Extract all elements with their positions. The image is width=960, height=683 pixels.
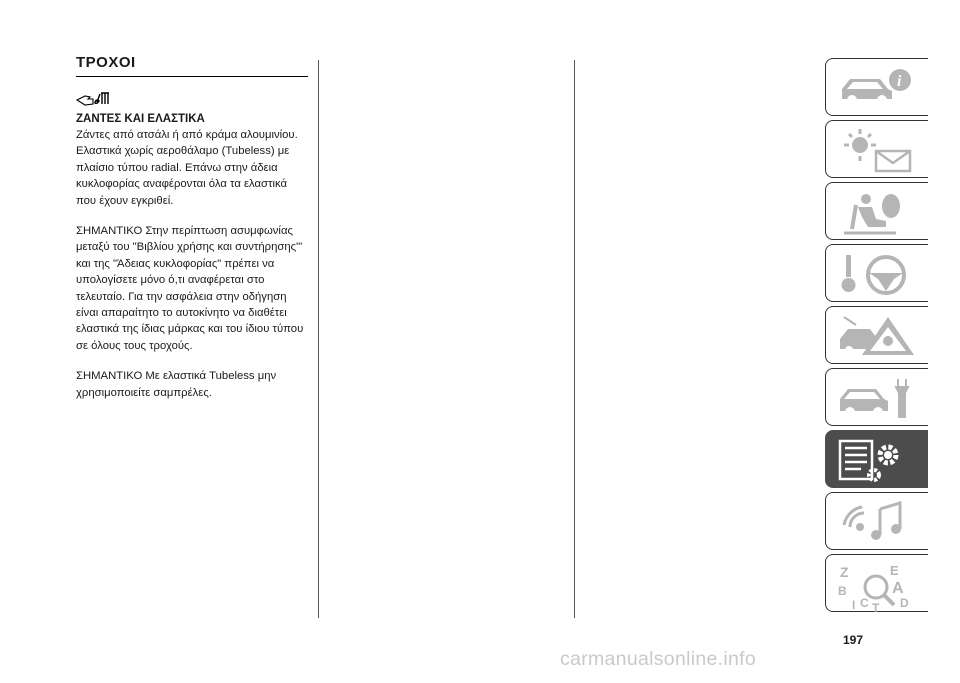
column-divider-left — [318, 60, 319, 618]
paragraph-1: Ζάντες από ατσάλι ή από κράμα αλουμινίου. Ελαστικά χωρίς αεροθάλαμο (Tubeless) με πλαίσιο τύπου radial. Επάνω στην άδεια κυκλοφορίας αναφέρονται όλα τα ελαστικά που έχουν εγκριθεί. — [76, 129, 298, 207]
tab-warning-lights[interactable] — [825, 120, 928, 178]
index-letters-icon — [836, 561, 920, 613]
index-letter: I — [852, 598, 856, 612]
warning-lights-icon — [836, 127, 920, 173]
maintenance-car-icon — [836, 375, 920, 421]
tab-technical-data[interactable] — [825, 430, 928, 488]
tab-index[interactable] — [825, 554, 928, 612]
tab-car-info[interactable] — [825, 58, 928, 116]
section-title: ΤΡΟΧΟΙ — [76, 54, 308, 77]
key-steering-icon — [836, 251, 920, 297]
text-column — [76, 54, 308, 415]
column-divider-right — [574, 60, 575, 618]
car-info-icon — [836, 65, 920, 111]
index-letter: E — [890, 563, 899, 578]
emergency-car-icon — [836, 313, 920, 359]
subheading: ΖΑΝΤΕΣ ΚΑΙ ΕΛΑΣΤΙΚΑ — [76, 113, 205, 125]
tab-airbag-seat[interactable] — [825, 182, 928, 240]
paragraph-3: ΣΗΜΑΝΤΙΚΟ Με ελαστικά Tubeless μην χρησιμοποιείτε σαμπρέλες. — [76, 370, 277, 399]
index-letter: Z — [840, 564, 849, 580]
multimedia-icon — [836, 499, 920, 545]
page-number: 197 — [843, 633, 864, 647]
watermark: carmanualsonline.info — [560, 648, 756, 670]
index-letter: B — [838, 584, 847, 598]
svg-text:i: i — [897, 73, 902, 90]
airbag-seat-icon — [836, 189, 920, 235]
tab-multimedia[interactable] — [825, 492, 928, 550]
tab-maintenance[interactable] — [825, 368, 928, 426]
tab-key-steering[interactable] — [825, 244, 928, 302]
index-letter: D — [900, 596, 909, 610]
paragraph-2: ΣΗΜΑΝΤΙΚΟ Στην περίπτωση ασυμφωνίας μεταξύ του "Βιβλίου χρήσης και συντήρησης"' και της "Άδειας κυκλοφορίας" πρέπει να υπολογίσετε μόνο ό,τι αναφέρεται στο τελευταίο. Για την ασφάλεια στην οδήγηση είναι απαραίτητο το αυτοκίνητο να διαθέτει ελαστικά της ίδιας μάρκας και του ίδιου τύπου σε όλους τους τροχούς. — [76, 225, 304, 352]
pointing-hand-icon — [76, 91, 110, 107]
index-letter: T — [872, 601, 880, 613]
index-letter: C — [860, 596, 869, 610]
tab-emergency[interactable] — [825, 306, 928, 364]
index-letter: A — [892, 580, 904, 597]
technical-data-icon — [836, 437, 920, 483]
